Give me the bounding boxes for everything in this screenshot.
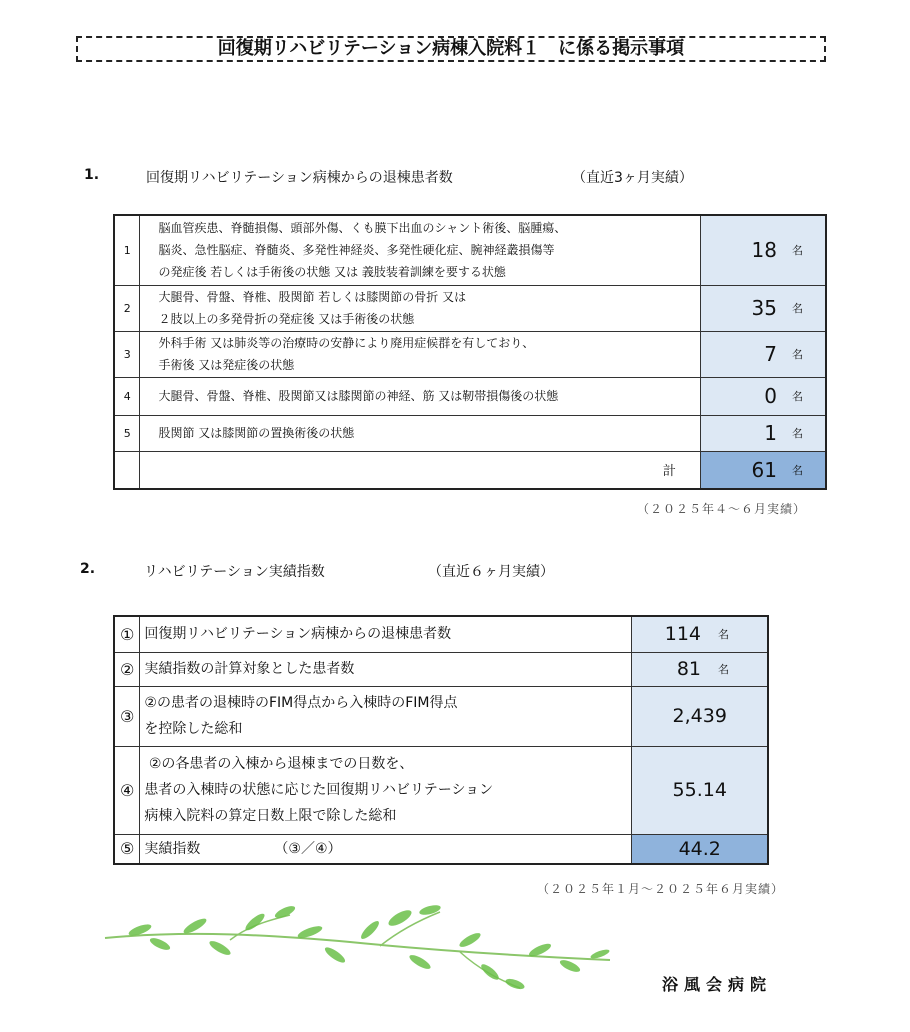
condition-line: 外科手術 又は肺炎等の治療時の安静により廃用症候群を有しており、 <box>158 336 535 350</box>
section1-title: 回復期リハビリテーション病棟からの退棟患者数 <box>146 170 453 186</box>
row-condition <box>140 377 700 415</box>
row-number: 5 <box>114 415 140 451</box>
result-marker: ⑤ <box>114 834 140 864</box>
section2-period: （直近６ヶ月実績） <box>428 564 554 580</box>
rehab-index-table <box>113 615 769 865</box>
result-label: 実績指数 <box>144 840 201 857</box>
row-count-cell <box>700 215 826 285</box>
row-count-cell <box>700 285 826 331</box>
hospital-name: 浴風会病院 <box>662 975 773 994</box>
table-row <box>114 415 826 451</box>
row-count-cell <box>700 331 826 377</box>
section2-title: リハビリテーション実績指数 <box>144 564 325 580</box>
row-count: 7 <box>764 342 777 366</box>
section1-period: （直近3ヶ月実績） <box>572 170 693 186</box>
condition-line: 股関節 又は膝関節の置換術後の状態 <box>158 426 355 440</box>
row-value-cell <box>632 652 768 686</box>
row-marker: ② <box>114 652 140 686</box>
condition-line: 脳炎、急性脳症、脊髄炎、多発性神経炎、多発性硬化症、腕神経叢損傷等 <box>158 243 555 258</box>
description-line: 実績指数の計算対象とした患者数 <box>144 661 355 677</box>
table-row <box>114 652 768 686</box>
table-row <box>114 746 768 834</box>
row-value-cell <box>632 686 768 746</box>
row-number: 4 <box>114 377 140 415</box>
condition-line: 大腿骨、骨盤、脊椎、股関節又は膝関節の神経、筋 又は靭帯損傷後の状態 <box>158 389 559 403</box>
row-condition <box>140 285 700 331</box>
table-row <box>114 377 826 415</box>
vine-decoration-icon <box>100 900 620 995</box>
row-count: 18 <box>751 238 777 263</box>
row-unit: 名 <box>718 663 729 676</box>
row-unit: 名 <box>792 348 803 361</box>
description-line: 病棟入院料の算定日数上限で除した総和 <box>144 808 397 824</box>
row-count: 0 <box>764 384 777 408</box>
section2-footnote: （２０２５年１月～２０２５年６月実績） <box>537 882 785 896</box>
row-marker: ④ <box>114 746 140 834</box>
row-unit: 名 <box>792 390 803 403</box>
description-line: を控除した総和 <box>144 721 243 737</box>
row-description <box>140 746 632 834</box>
section1-number: 1. <box>84 167 100 183</box>
section2-heading <box>80 561 780 581</box>
result-value-cell <box>632 834 768 864</box>
condition-line: の発症後 若しくは手術後の状態 又は 義肢装着訓練を要する状態 <box>158 265 506 280</box>
row-value: 55.14 <box>672 779 727 801</box>
row-unit: 名 <box>792 302 803 315</box>
total-unit: 名 <box>792 463 803 477</box>
row-marker: ③ <box>114 686 140 746</box>
condition-line: 手術後 又は発症後の状態 <box>158 358 295 372</box>
section1-footnote: （２０２５年４～６月実績） <box>637 502 807 516</box>
result-description <box>140 834 632 864</box>
table-row <box>114 331 826 377</box>
row-value: 81 <box>676 658 701 680</box>
row-condition <box>140 215 700 285</box>
description-line: 回復期リハビリテーション病棟からの退棟患者数 <box>144 626 452 643</box>
description-line: 患者の入棟時の状態に応じた回復期リハビリテーション <box>144 782 494 798</box>
row-description <box>140 652 632 686</box>
row-number: 1 <box>114 215 140 285</box>
condition-line: 脳血管疾患、脊髄損傷、頭部外傷、くも膜下出血のシャント術後、脳腫瘍、 <box>158 221 567 236</box>
section1-heading <box>84 167 784 187</box>
row-unit: 名 <box>792 427 803 440</box>
result-formula: （③／④） <box>274 840 342 857</box>
total-count: 61 <box>751 457 777 482</box>
table-row <box>114 285 826 331</box>
discharge-count-table <box>113 214 827 490</box>
row-value-cell <box>632 616 768 652</box>
table-row <box>114 616 768 652</box>
row-number: 3 <box>114 331 140 377</box>
row-count: 1 <box>764 421 777 445</box>
total-blank <box>114 451 140 489</box>
total-count-cell <box>700 451 826 489</box>
row-description <box>140 616 632 652</box>
row-condition <box>140 415 700 451</box>
description-line: ②の各患者の入棟から退棟までの日数を、 <box>144 756 414 772</box>
page-title: 回復期リハビリテーション病棟入院料１ に係る掲示事項 <box>76 36 826 62</box>
total-row <box>114 451 826 489</box>
row-count-cell <box>700 377 826 415</box>
condition-line: 大腿骨、骨盤、脊椎、股関節 若しくは膝関節の骨折 又は <box>158 290 467 304</box>
table-row <box>114 686 768 746</box>
row-condition <box>140 331 700 377</box>
section2-number: 2. <box>80 561 96 577</box>
result-row <box>114 834 768 864</box>
row-count-cell <box>700 415 826 451</box>
row-count: 35 <box>751 296 777 320</box>
row-value: 2,439 <box>672 705 727 727</box>
row-value: 114 <box>664 623 701 646</box>
result-value: 44.2 <box>678 837 721 860</box>
total-label: 計 <box>140 451 700 489</box>
row-number: 2 <box>114 285 140 331</box>
row-unit: 名 <box>792 244 803 258</box>
condition-line: ２肢以上の多発骨折の発症後 又は手術後の状態 <box>158 312 415 326</box>
row-description <box>140 686 632 746</box>
description-line: ②の患者の退棟時のFIM得点から入棟時のFIM得点 <box>144 695 458 711</box>
row-value-cell <box>632 746 768 834</box>
table-row <box>114 215 826 285</box>
row-unit: 名 <box>718 628 729 642</box>
row-marker: ① <box>114 616 140 652</box>
